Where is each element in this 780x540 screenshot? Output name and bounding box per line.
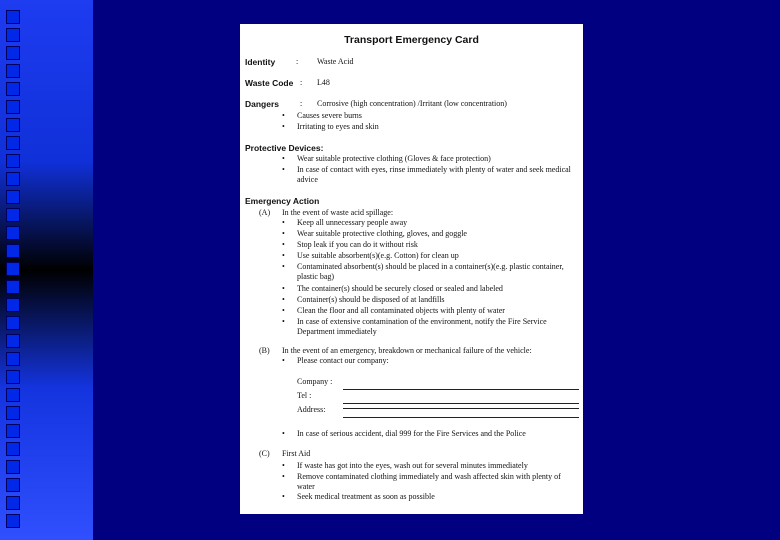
spill-item: Use suitable absorbent(s)(e.g. Cotton) for clean up	[297, 251, 459, 260]
dangers-item: Causes severe burns	[297, 111, 362, 120]
decor-square	[6, 406, 20, 420]
bullet: •	[282, 461, 285, 470]
bullet: •	[282, 356, 285, 365]
tel-field-line	[343, 403, 579, 404]
dangers-sep: :	[300, 99, 303, 108]
address-field-label: Address:	[297, 405, 326, 414]
section-a-heading: In the event of waste acid spillage:	[282, 208, 394, 217]
bullet: •	[282, 284, 285, 293]
decor-square	[6, 514, 20, 528]
waste-code-sep: :	[300, 78, 303, 87]
decor-square	[6, 460, 20, 474]
section-c-heading: First Aid	[282, 449, 311, 458]
spill-item: The container(s) should be securely closed or sealed and labeled	[297, 284, 503, 293]
bullet: •	[282, 472, 285, 481]
section-b-marker: (B)	[259, 346, 270, 355]
contact-line: Please contact our company:	[297, 356, 389, 365]
decor-square	[6, 280, 20, 294]
first-aid-item: Seek medical treatment as soon as possible	[297, 492, 435, 501]
decor-square	[6, 226, 20, 240]
spill-item: In case of extensive contamination of the environment, notify the Fire Service Department immediately	[297, 317, 547, 336]
decor-square	[6, 100, 20, 114]
decor-square	[6, 118, 20, 132]
waste-code-label: Waste Code	[245, 78, 294, 88]
decor-square	[6, 478, 20, 492]
card-title: Transport Emergency Card	[344, 34, 479, 46]
spill-item: Container(s) should be disposed of at landfills	[297, 295, 445, 304]
address-field-line-2	[343, 417, 579, 418]
bullet: •	[282, 317, 285, 326]
protective-item: Wear suitable protective clothing (Gloves & face protection)	[297, 154, 491, 163]
decor-square	[6, 28, 20, 42]
decor-square	[6, 208, 20, 222]
decor-square	[6, 316, 20, 330]
section-b-heading: In the event of an emergency, breakdown or mechanical failure of the vehicle:	[282, 346, 532, 355]
bullet: •	[282, 165, 285, 174]
bullet: •	[282, 240, 285, 249]
decor-square	[6, 172, 20, 186]
decor-square	[6, 136, 20, 150]
spill-item: Clean the floor and all contaminated objects with plenty of water	[297, 306, 505, 315]
bullet: •	[282, 111, 285, 120]
bullet: •	[282, 492, 285, 501]
decor-square	[6, 352, 20, 366]
decor-square	[6, 190, 20, 204]
bullet: •	[282, 229, 285, 238]
decor-square	[6, 496, 20, 510]
first-aid-item: If waste has got into the eyes, wash out for several minutes immediately	[297, 461, 528, 470]
decor-square	[6, 262, 20, 276]
decor-square	[6, 154, 20, 168]
decor-square	[6, 298, 20, 312]
tel-field-label: Tel :	[297, 391, 312, 400]
decor-square	[6, 244, 20, 258]
spill-item: Wear suitable protective clothing, gloves, and goggle	[297, 229, 467, 238]
section-c-marker: (C)	[259, 449, 270, 458]
emergency-label: Emergency Action	[245, 196, 320, 206]
identity-sep: :	[296, 57, 299, 66]
protective-item: In case of contact with eyes, rinse immediately with plenty of water and seek medical advice	[297, 165, 571, 184]
spill-item: Keep all unnecessary people away	[297, 218, 408, 227]
first-aid-item: Remove contaminated clothing immediately and wash affected skin with plenty of water	[297, 472, 561, 491]
decor-square	[6, 64, 20, 78]
section-a-marker: (A)	[259, 208, 271, 217]
decor-square	[6, 46, 20, 60]
waste-code-value: L48	[317, 78, 330, 87]
bullet: •	[282, 295, 285, 304]
decor-square	[6, 442, 20, 456]
bullet: •	[282, 262, 285, 271]
decor-square	[6, 388, 20, 402]
bullet: •	[282, 218, 285, 227]
spill-item: Contaminated absorbent(s) should be placed in a container(s)(e.g. plastic container, plastic bag)	[297, 262, 564, 281]
accident-line: In case of serious accident, dial 999 for the Fire Services and the Police	[297, 429, 526, 438]
decor-square	[6, 334, 20, 348]
spill-item: Stop leak if you can do it without risk	[297, 240, 418, 249]
decor-square	[6, 10, 20, 24]
company-field-label: Company :	[297, 377, 333, 386]
dangers-value: Corrosive (high concentration) /Irritant (low concentration)	[317, 99, 507, 108]
identity-label: Identity	[245, 57, 276, 67]
transport-emergency-card	[240, 24, 583, 514]
protective-label: Protective Devices:	[245, 143, 324, 153]
bullet: •	[282, 306, 285, 315]
slide-decor-squares	[6, 10, 20, 532]
decor-square	[6, 82, 20, 96]
decor-square	[6, 424, 20, 438]
identity-value: Waste Acid	[317, 57, 354, 66]
bullet: •	[282, 154, 285, 163]
bullet: •	[282, 122, 285, 131]
bullet: •	[282, 251, 285, 260]
dangers-label: Dangers	[245, 99, 280, 109]
dangers-item: Irritating to eyes and skin	[297, 122, 379, 131]
bullet: •	[282, 429, 285, 438]
decor-square	[6, 370, 20, 384]
address-field-line	[343, 408, 579, 409]
company-field-line	[343, 389, 579, 390]
